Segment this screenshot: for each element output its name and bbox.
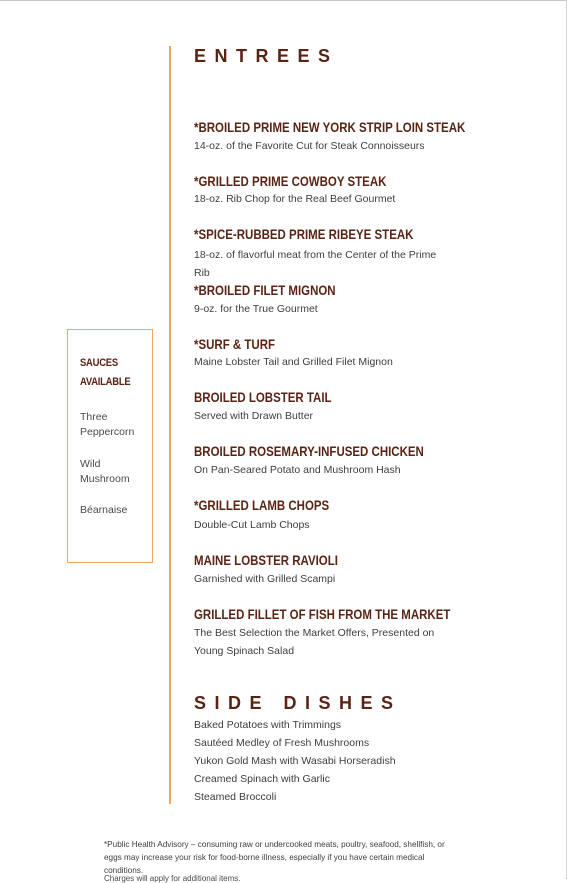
sauce-item: Wild Mushroom <box>80 458 130 485</box>
footer-note: Charges will apply for additional items. <box>104 874 241 883</box>
dish-description: On Pan-Seared Potato and Mushroom Hash <box>194 464 401 476</box>
vertical-divider <box>169 46 171 804</box>
entrees-heading: ENTREES <box>194 46 339 66</box>
dish-name: *SPICE-RUBBED PRIME RIBEYE STEAK <box>194 226 414 242</box>
sauces-box <box>67 329 153 563</box>
health-advisory: *Public Health Advisory – consuming raw or undercooked meats, poultry, seafood, shellfish, or eggs may increase your risk for food-borne illness, especially if you have certain medical conditions. <box>104 840 445 875</box>
side-dishes-list <box>194 716 396 806</box>
dish-name: *GRILLED PRIME COWBOY STEAK <box>194 173 387 189</box>
sauce-item: Three Peppercorn <box>80 411 135 438</box>
dish-description: 18-oz. of flavorful meat from the Center of the Prime Rib <box>194 249 437 279</box>
sauces-title-line: SAUCES <box>80 357 118 369</box>
dish-name: *GRILLED LAMB CHOPS <box>194 497 330 513</box>
side-dishes-heading: SIDE DISHES <box>194 693 402 713</box>
dish-description: 9-oz. for the True Gourmet <box>194 303 318 315</box>
dish-description: 14-oz. of the Favorite Cut for Steak Connoisseurs <box>194 140 425 152</box>
dish-name: *SURF & TURF <box>194 336 276 352</box>
side-dish-item: Sautéed Medley of Fresh Mushrooms <box>194 737 370 749</box>
dish-description: The Best Selection the Market Offers, Presented on Young Spinach Salad <box>194 627 435 657</box>
dish-name: GRILLED FILLET OF FISH FROM THE MARKET <box>194 606 451 622</box>
dish-description: Served with Drawn Butter <box>194 410 314 422</box>
dish-description: 18-oz. Rib Chop for the Real Beef Gourmet <box>194 193 396 205</box>
dish-name: BROILED ROSEMARY-INFUSED CHICKEN <box>194 443 424 459</box>
side-dish-item: Steamed Broccoli <box>194 791 277 803</box>
dish-name: *BROILED FILET MIGNON <box>194 282 336 298</box>
dish-name: MAINE LOBSTER RAVIOLI <box>194 552 338 568</box>
page-top-edge <box>0 0 567 1</box>
side-dish-item: Baked Potatoes with Trimmings <box>194 719 342 731</box>
dish-name: *BROILED PRIME NEW YORK STRIP LOIN STEAK <box>194 119 466 135</box>
dish-name: BROILED LOBSTER TAIL <box>194 389 332 405</box>
dish-description: Garnished with Grilled Scampi <box>194 573 336 585</box>
sauce-item: Béarnaise <box>80 504 128 516</box>
side-dish-item: Yukon Gold Mash with Wasabi Horseradish <box>194 755 396 767</box>
dish-description: Maine Lobster Tail and Grilled Filet Mignon <box>194 356 393 368</box>
dish-description: Double-Cut Lamb Chops <box>194 519 310 531</box>
sauces-title <box>80 354 140 392</box>
sauces-title-line: AVAILABLE <box>80 376 131 388</box>
side-dish-item: Creamed Spinach with Garlic <box>194 773 330 785</box>
